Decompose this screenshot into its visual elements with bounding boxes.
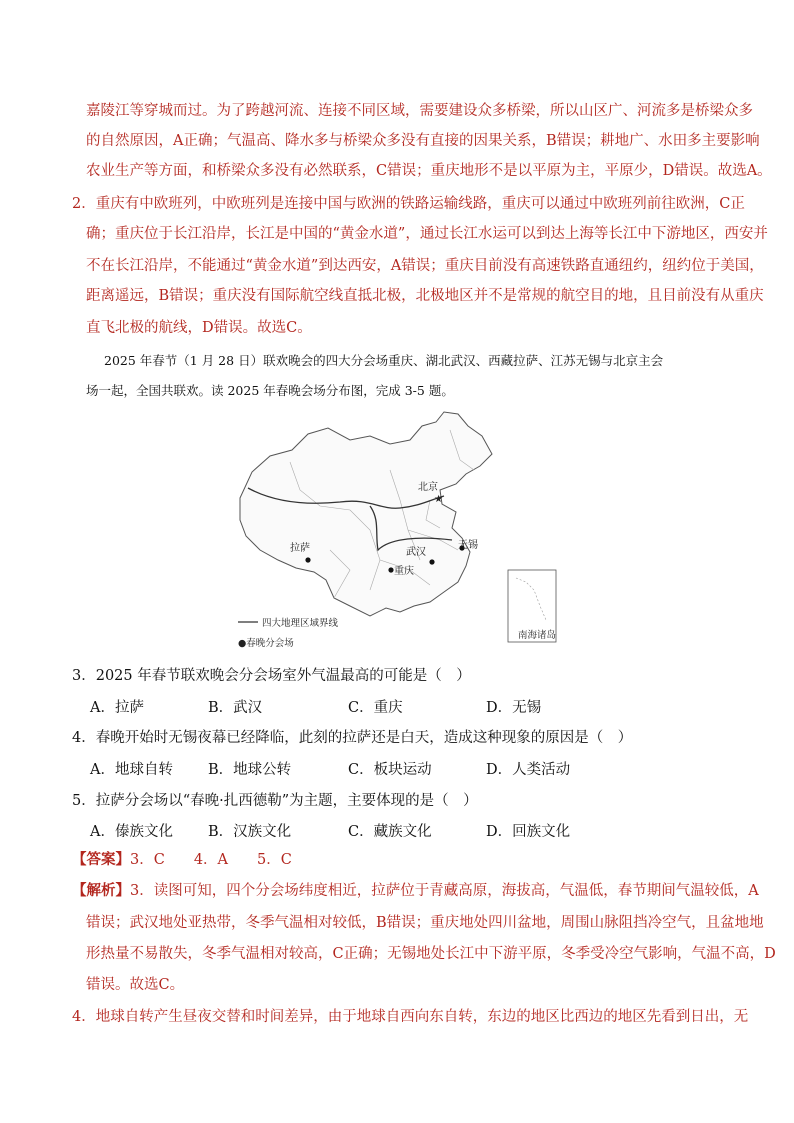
- analysis-first-line: [72, 881, 759, 901]
- answer-line: [72, 850, 292, 870]
- option-5d: D．回族文化: [486, 824, 571, 840]
- analysis-line: 错误。故选C。: [86, 977, 185, 993]
- analysis-text: 3．读图可知，四个分会场纬度相近，拉萨位于青藏高原，海拔高，气温低，春节期间气温较低，A: [130, 883, 759, 899]
- text-line: 的自然原因，A正确；气温高、降水多与桥梁众多没有直接的因果关系，B错误；耕地广、水田多主要影响: [86, 133, 760, 149]
- analysis-line: 错误；武汉地处亚热带，冬季气温相对较低，B错误；重庆地处四川盆地，周围山脉阻挡冷空气，且盆地地: [86, 915, 764, 931]
- option-4d: D．人类活动: [486, 762, 571, 778]
- beijing-star: ★: [434, 494, 443, 505]
- text-line: 不在长江沿岸，不能通过“黄金水道”到达西安，A错误；重庆目前没有高速铁路直通纽约，纽约位于美国，: [86, 258, 764, 274]
- analysis-label: 【解析】: [72, 882, 130, 899]
- text-line: 确；重庆位于长江沿岸，长江是中国的“黄金水道”，通过长江水运可以到达上海等长江中下游地区，西安并: [86, 226, 768, 242]
- option-3b: B．武汉: [208, 700, 263, 716]
- question-5: 5．拉萨分会场以“春晚·扎西德勒”为主题，主要体现的是（ ）: [72, 793, 478, 809]
- text-line: 2．重庆有中欧班列，中欧班列是连接中国与欧洲的铁路运输线路，重庆可以通过中欧班列前往欧洲，C正: [72, 196, 745, 212]
- lasa-dot: [305, 557, 310, 562]
- text-line: 直飞北极的航线，D错误。故选C。: [86, 320, 312, 336]
- answer-label: 【答案】: [72, 851, 130, 868]
- beijing-label: 北京: [418, 482, 438, 493]
- map-svg: [230, 410, 560, 655]
- chongqing-label: 重庆: [394, 566, 414, 577]
- option-4a: A．地球自转: [90, 762, 173, 778]
- answer-text: 3．C 4．A 5．C: [130, 852, 292, 868]
- option-4c: C．板块运动: [348, 762, 432, 778]
- option-4b: B．地球公转: [208, 762, 292, 778]
- wuxi-label: 无锡: [458, 540, 478, 551]
- question-4: 4．春晚开始时无锡夜幕已经降临，此刻的拉萨还是白天，造成这种现象的原因是（ ）: [72, 730, 633, 746]
- option-5c: C．藏族文化: [348, 824, 432, 840]
- wuhan-label: 武汉: [406, 547, 426, 558]
- question-intro: 2025 年春节（1 月 28 日）联欢晚会的四大分会场重庆、湖北武汉、西藏拉萨、江苏无锡与北京主会: [104, 353, 664, 368]
- inset-label: 南海诸岛: [518, 630, 557, 641]
- question-3: 3．2025 年春节联欢晚会分会场室外气温最高的可能是（ ）: [72, 668, 471, 684]
- option-3c: C．重庆: [348, 700, 403, 716]
- text-line: 农业生产等方面，和桥梁众多没有必然联系，C错误；重庆地形不是以平原为主，平原少，D错误。故选A。: [86, 163, 772, 179]
- option-5b: B．汉族文化: [208, 824, 292, 840]
- legend-venue: ●春晚分会场: [238, 638, 294, 649]
- china-venue-map: [230, 410, 560, 655]
- text-line: 距离遥远，B错误；重庆没有国际航空线直抵北极，北极地区并不是常规的航空目的地，且目前没有从重庆: [86, 288, 764, 304]
- chongqing-dot: [388, 567, 393, 572]
- lasa-label: 拉萨: [290, 543, 310, 554]
- analysis-line: 形热量不易散失，冬季气温相对较高，C正确；无锡地处长江中下游平原，冬季受冷空气影响，气温不高，D: [86, 946, 776, 962]
- question-intro: 场一起，全国共联欢。读 2025 年春晚会场分布图，完成 3-5 题。: [86, 383, 454, 398]
- text-line: 嘉陵江等穿城而过。为了跨越河流、连接不同区域，需要建设众多桥梁，所以山区广、河流多是桥梁众多: [86, 103, 753, 119]
- wuhan-dot: [429, 559, 434, 564]
- analysis-line: 4．地球自转产生昼夜交替和时间差异，由于地球自西向东自转，东边的地区比西边的地区先看到日出，无: [72, 1009, 749, 1025]
- option-3a: A．拉萨: [90, 700, 144, 716]
- option-3d: D．无锡: [486, 700, 542, 716]
- legend-boundary: 四大地理区域界线: [262, 618, 339, 629]
- option-5a: A．傣族文化: [90, 824, 173, 840]
